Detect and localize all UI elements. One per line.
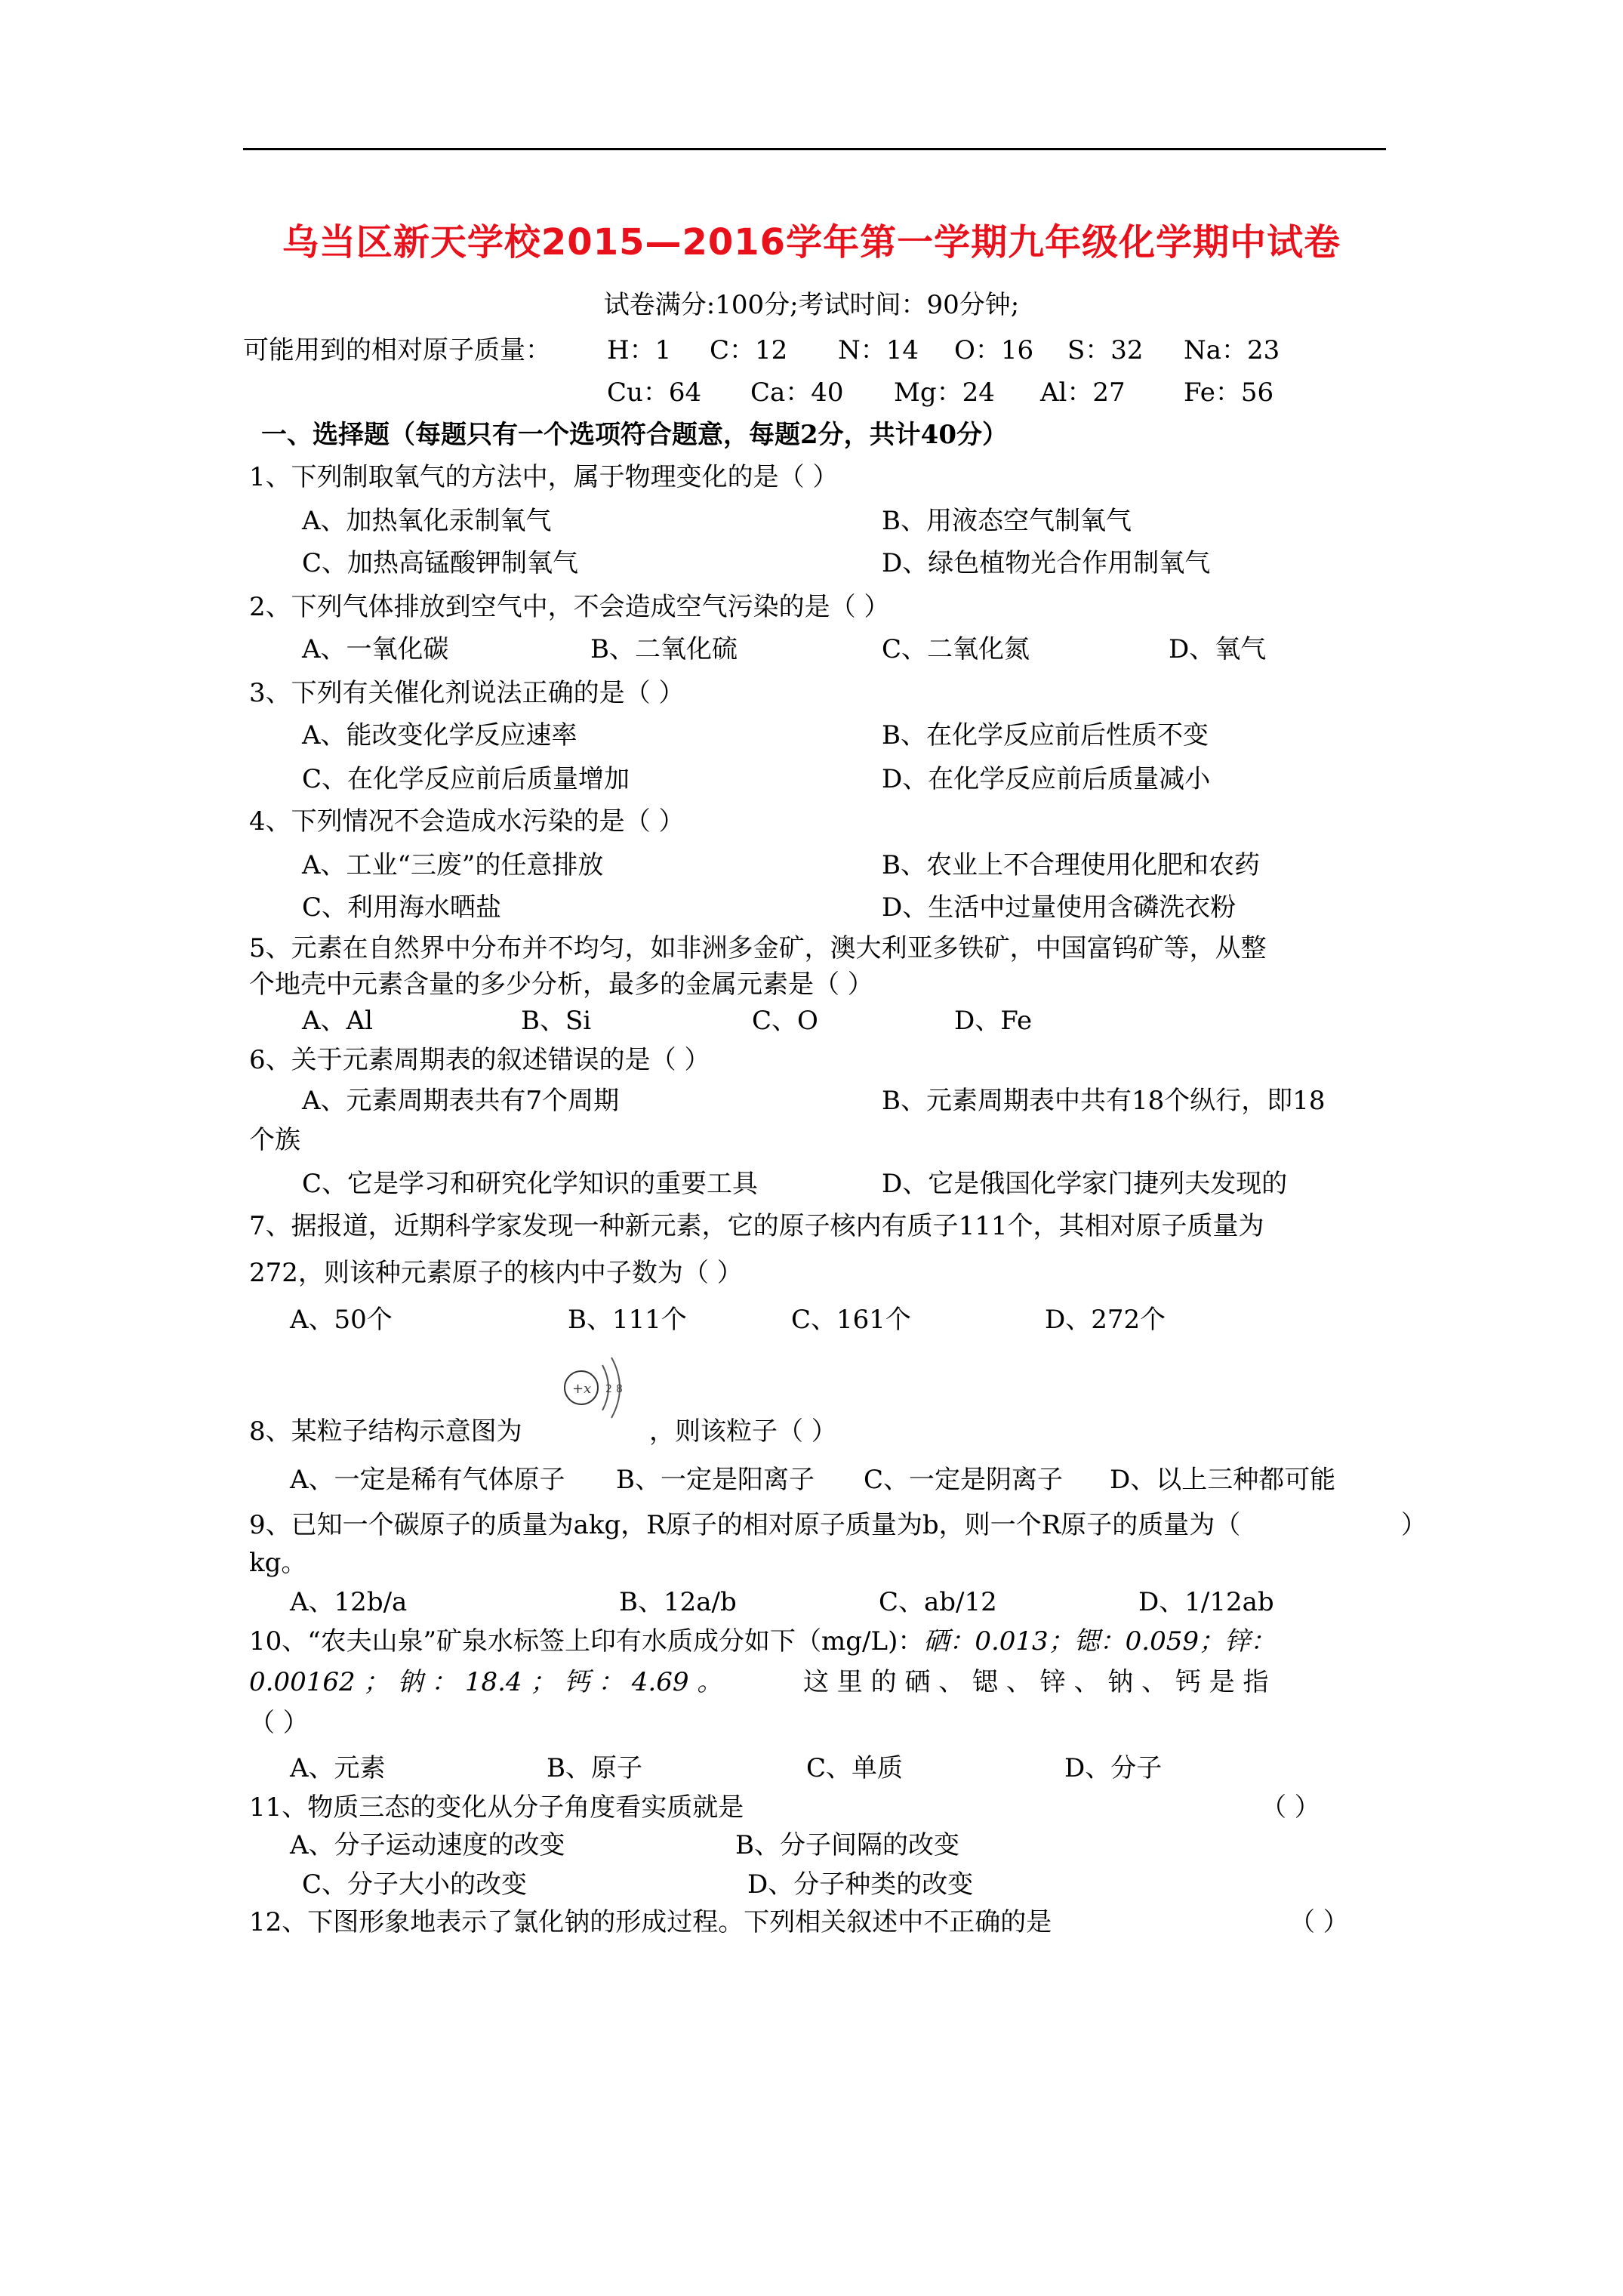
option-c: C、ab/12 — [879, 1587, 997, 1617]
atomic-mass-item: Ca：40 — [750, 378, 844, 408]
option-a: A、50个 — [290, 1305, 393, 1335]
question-stem: 4、下列情况不会造成水污染的是（ ） — [249, 806, 685, 837]
option-b: B、农业上不合理使用化肥和农药 — [882, 850, 1260, 880]
answer-paren: ） — [1401, 1510, 1427, 1540]
question-stem: 1、下列制取氧气的方法中，属于物理变化的是（ ） — [249, 462, 839, 492]
option-d: D、它是俄国化学家门捷列夫发现的 — [882, 1169, 1288, 1199]
option-d: D、生活中过量使用含磷洗衣粉 — [882, 892, 1236, 923]
option-a: A、加热氧化汞制氧气 — [302, 506, 552, 536]
option-c: C、它是学习和研究化学知识的重要工具 — [302, 1169, 759, 1199]
option-b: B、元素周期表中共有18个纵行，即18 — [882, 1086, 1326, 1116]
option-d: D、272个 — [1045, 1305, 1166, 1335]
option-c: C、单质 — [806, 1753, 904, 1783]
option-d: D、分子种类的改变 — [747, 1869, 974, 1900]
exam-title: 乌当区新天学校2015—2016学年第一学期九年级化学期中试卷 — [282, 221, 1341, 264]
question-stem-cont: 这 里 的 硒 、 锶 、 锌 、 钠 、 钙 是 指 — [803, 1667, 1269, 1697]
option-b: B、111个 — [568, 1305, 687, 1335]
option-a: A、Al — [302, 1006, 373, 1036]
option-c: C、一定是阴离子 — [864, 1465, 1064, 1495]
option-b-cont: 个族 — [249, 1125, 300, 1155]
option-d: D、以上三种都可能 — [1110, 1465, 1336, 1495]
option-b: B、一定是阳离子 — [616, 1465, 815, 1495]
question-stem — [249, 1626, 1276, 1657]
question-stem-cont: 272，则该种元素原子的核内中子数为（ ） — [249, 1258, 743, 1288]
question-unit: kg。 — [249, 1548, 307, 1578]
option-c: C、在化学反应前后质量增加 — [302, 764, 630, 794]
atomic-mass-item: S：32 — [1067, 335, 1144, 365]
option-b: B、用液态空气制氧气 — [882, 506, 1132, 536]
question-stem: 6、关于元素周期表的叙述错误的是（ ） — [249, 1045, 710, 1075]
question-stem: 8、某粒子结构示意图为 — [249, 1416, 522, 1447]
atomic-mass-item: Cu：64 — [607, 378, 702, 408]
option-c: C、二氧化氮 — [882, 634, 1030, 664]
option-a: A、12b/a — [290, 1587, 408, 1617]
option-c: C、利用海水晒盐 — [302, 892, 502, 923]
atomic-mass-item: N：14 — [838, 335, 919, 365]
question-stem: 7、据报道，近期科学家发现一种新元素，它的原子核内有质子111个，其相对原子质量为 — [249, 1211, 1264, 1241]
option-a: A、能改变化学反应速率 — [302, 720, 577, 750]
svg-text:2: 2 — [605, 1383, 612, 1395]
option-a: A、一氧化碳 — [302, 634, 449, 664]
question-stem: 5、元素在自然界中分布并不均匀，如非洲多金矿，澳大利亚多铁矿，中国富钨矿等，从整 — [249, 933, 1267, 963]
atomic-mass-item: Fe：56 — [1184, 378, 1274, 408]
answer-paren: （ ） — [249, 1708, 309, 1738]
option-a: A、一定是稀有气体原子 — [290, 1465, 565, 1495]
option-a: A、分子运动速度的改变 — [290, 1830, 565, 1860]
atomic-mass-item: O：16 — [954, 335, 1034, 365]
option-b: B、Si — [521, 1006, 592, 1036]
option-d: D、1/12ab — [1138, 1587, 1274, 1617]
atomic-mass-item: Na：23 — [1184, 335, 1280, 365]
question-stem: 2、下列气体排放到空气中，不会造成空气污染的是（ ） — [249, 592, 890, 622]
svg-text:8: 8 — [616, 1383, 623, 1395]
question-stem-text: 10、“农夫山泉”矿泉水标签上印有水质成分如下（mg/L)： — [249, 1626, 924, 1657]
atomic-mass-item: C：12 — [710, 335, 788, 365]
question-stem-cont: 个地壳中元素含量的多少分析，最多的金属元素是（ ） — [249, 969, 873, 1000]
answer-paren: （ ） — [1261, 1792, 1320, 1823]
option-d: D、分子 — [1064, 1753, 1163, 1783]
question-stem-italic: 硒：0.013；锶：0.059；锌： — [923, 1626, 1277, 1657]
option-d: D、Fe — [954, 1006, 1033, 1036]
option-c: C、分子大小的改变 — [302, 1869, 528, 1900]
atomic-mass-item: Al：27 — [1040, 378, 1126, 408]
option-c: C、O — [752, 1006, 818, 1036]
nucleus-label: +x — [572, 1381, 592, 1397]
question-stem-cont: ，则该粒子（ ） — [649, 1416, 837, 1447]
option-d: D、氧气 — [1169, 634, 1267, 664]
option-c: C、加热高锰酸钾制氧气 — [302, 548, 579, 578]
particle-structure-diagram — [557, 1351, 633, 1424]
option-b: B、12a/b — [619, 1587, 737, 1617]
option-b: B、二氧化硫 — [590, 634, 738, 664]
option-d: D、在化学反应前后质量减小 — [882, 764, 1211, 794]
exam-info: 试卷满分:100分;考试时间：90分钟; — [603, 290, 1020, 320]
atomic-mass-label: 可能用到的相对原子质量： — [243, 335, 551, 365]
atomic-mass-item: H：1 — [607, 335, 672, 365]
option-b: B、在化学反应前后性质不变 — [882, 720, 1209, 750]
question-stem: 9、已知一个碳原子的质量为akg，R原子的相对原子质量为b，则一个R原子的质量为（ — [249, 1510, 1241, 1540]
question-stem: 11、物质三态的变化从分子角度看实质就是 — [249, 1792, 744, 1823]
atomic-mass-item: Mg：24 — [894, 378, 995, 408]
option-b: B、原子 — [547, 1753, 642, 1783]
option-d: D、绿色植物光合作用制氧气 — [882, 548, 1211, 578]
answer-paren: （ ） — [1289, 1907, 1349, 1937]
question-stem: 12、下图形象地表示了氯化钠的形成过程。下列相关叙述中不正确的是 — [249, 1907, 1052, 1937]
option-a: A、元素 — [290, 1753, 386, 1783]
option-b: B、分子间隔的改变 — [735, 1830, 959, 1860]
option-a: A、元素周期表共有7个周期 — [302, 1086, 620, 1116]
header-rule — [243, 148, 1386, 150]
option-c: C、161个 — [791, 1305, 911, 1335]
question-stem: 3、下列有关催化剂说法正确的是（ ） — [249, 678, 685, 708]
question-stem-italic-line: 0.00162 ； 钠 ： 18.4 ； 钙 ： 4.69 。 — [249, 1667, 723, 1697]
option-a: A、工业“三废”的任意排放 — [302, 850, 604, 880]
section-heading: 一、选择题（每题只有一个选项符合题意，每题2分，共计40分） — [261, 420, 1008, 450]
